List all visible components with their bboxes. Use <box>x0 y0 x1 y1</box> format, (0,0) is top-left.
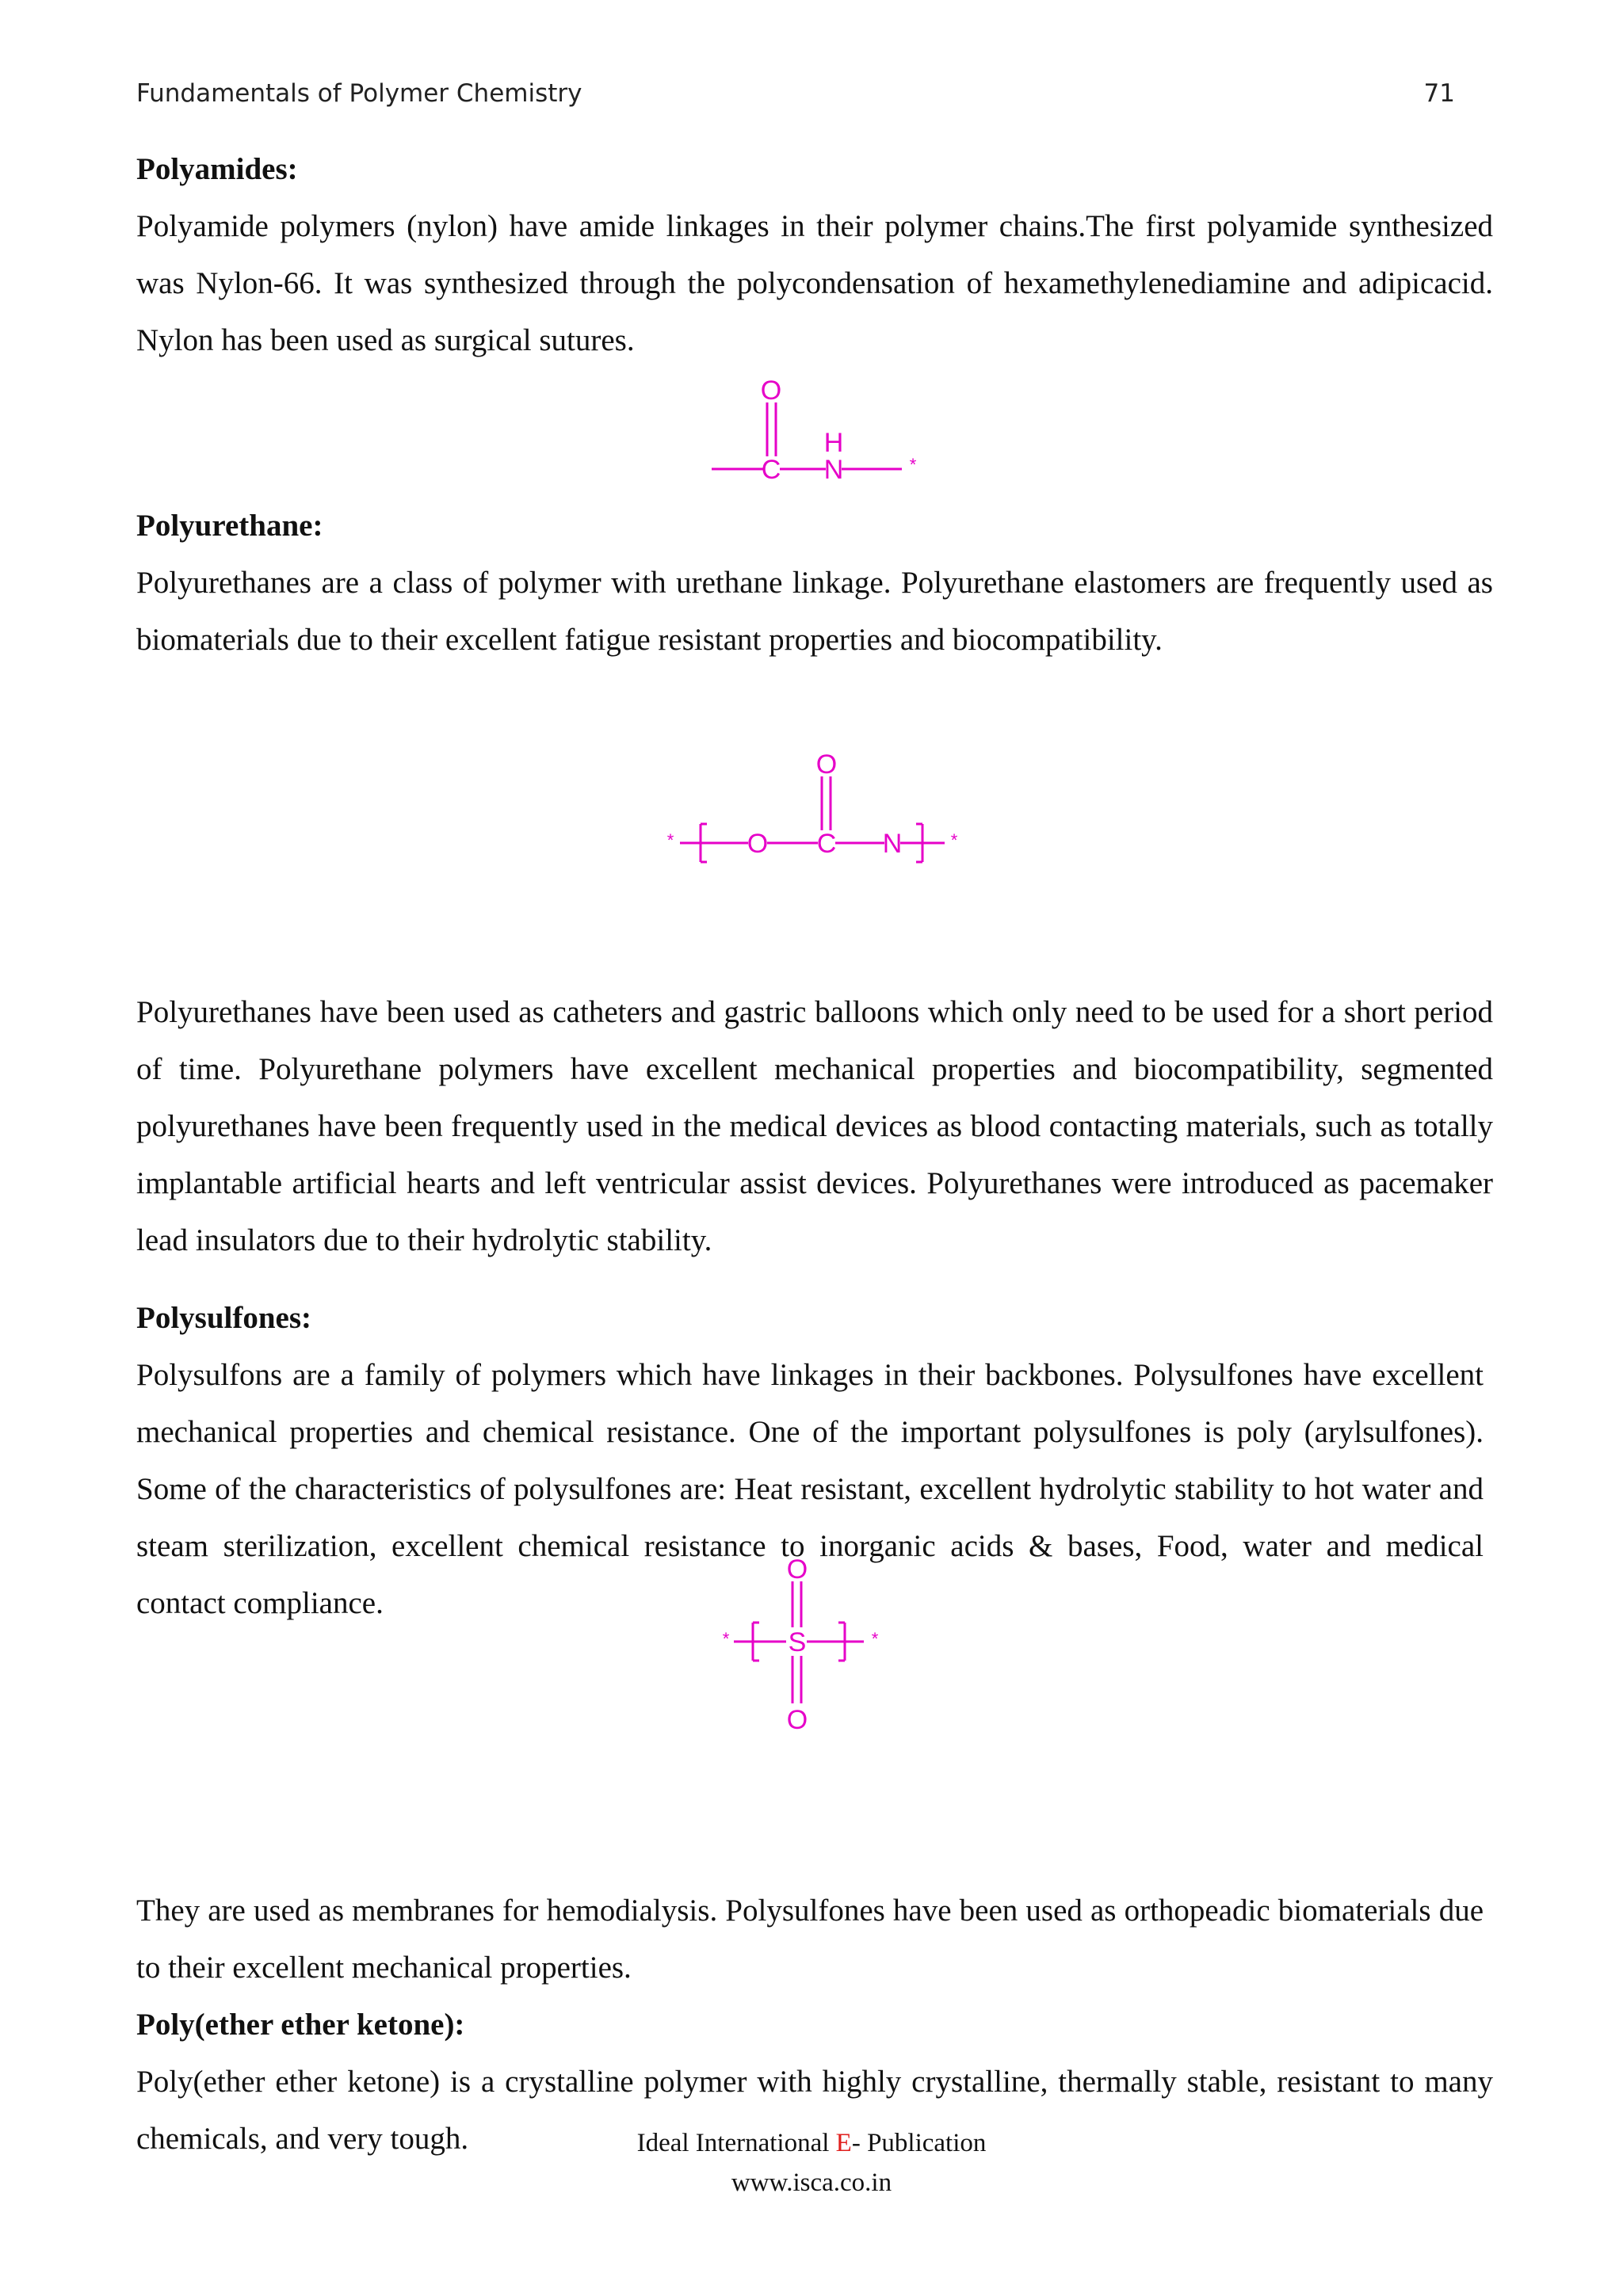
sulfone-linkage-structure <box>713 1553 903 1739</box>
section-heading: Polyamides: <box>136 152 298 186</box>
urethane-carbon-label: C <box>816 829 837 859</box>
publisher-suffix: - Publication <box>851 2129 987 2157</box>
publisher-line <box>0 2123 1623 2163</box>
section-heading: Polysulfones: <box>136 1301 312 1335</box>
sulfone-top-oxygen-label: O <box>786 1554 808 1585</box>
amide-oxygen-label: O <box>760 376 782 406</box>
urethane-nitrogen-label: N <box>882 829 903 859</box>
running-header <box>136 79 1455 119</box>
urethane-left-end-label: * <box>666 830 674 850</box>
section-paragraph: They are used as membranes for hemodialysis. Polysulfones have been used as orthopeadic biomaterials due to their excellent mechanical properties. <box>136 1894 1484 1985</box>
sulfone-left-end-label: * <box>722 1629 730 1649</box>
amide-end-label: * <box>909 455 917 475</box>
section-paragraph: Polyurethanes have been used as catheters and gastric balloons which only need to be used for a short period of time. Polyurethane polymers have excellent mechanical properties and biocompatibility, segmented polyurethanes have been frequently used in the medical devices as blood contacting materials, such as totally implantable artificial hearts and left ventricular assist devices. Polyurethanes were introduced as pacemaker lead insulators due to their hydrolytic stability. <box>136 995 1493 1257</box>
section-heading: Polyurethane: <box>136 509 323 543</box>
sulfone-structure-svg <box>713 1553 903 1735</box>
urethane-carbonyl-oxygen-label: O <box>815 749 838 780</box>
amide-structure-svg <box>697 372 951 491</box>
amide-hydrogen-label: H <box>823 428 844 458</box>
sulfone-bottom-oxygen-label: O <box>786 1705 808 1735</box>
sulfone-right-end-label: * <box>871 1629 879 1649</box>
urethane-chain-oxygen-label: O <box>747 829 769 859</box>
publisher-e-letter: E <box>835 2129 852 2157</box>
section-paragraph: Polysulfons are a family of polymers which have linkages in their backbones. Polysulfones have excellent mechanical properties and chemical resistance. One of the important polysulfones is poly (arylsulfones). Some of the characteristics of polysulfones are: Heat resistant, excellent hydrolytic stability to hot water and steam sterilization, excellent chemical resistance to inorganic acids & bases, Food, water and medical contact compliance. <box>136 1358 1484 1620</box>
section-paragraph: Polyurethanes are a class of polymer with urethane linkage. Polyurethane elastomers are frequently used as biomaterials due to their excellent fatigue resistant properties and biocompatibility. <box>136 566 1493 657</box>
urethane-structure-svg <box>663 749 980 868</box>
page-footer <box>0 2123 1623 2203</box>
section-heading: Poly(ether ether ketone): <box>136 2008 465 2042</box>
section-paragraph: Poly(ether ether ketone) is a crystalline polymer with highly crystalline, thermally stable, resistant to many chemicals, and very tough. <box>136 2065 1493 2156</box>
amide-linkage-structure <box>697 372 951 495</box>
section-paragraph: Polyamide polymers (nylon) have amide linkages in their polymer chains.The first polyamide synthesized was Nylon-66. It was synthesized through the polycondensation of hexamethylenediamine and adipicacid. Nylon has been used as surgical sutures. <box>136 209 1493 357</box>
section-polyurethane <box>136 498 1493 669</box>
sulfone-sulfur-label: S <box>788 1627 807 1657</box>
page-number: 71 <box>1423 79 1455 108</box>
amide-carbon-label: C <box>761 455 781 485</box>
urethane-linkage-structure <box>663 749 980 872</box>
publisher-website: www.isca.co.in <box>731 2168 892 2197</box>
section-polyamides <box>136 141 1493 369</box>
urethane-right-end-label: * <box>950 830 958 850</box>
book-title: Fundamentals of Polymer Chemistry <box>136 79 582 108</box>
publisher-prefix: Ideal International <box>636 2129 836 2157</box>
section-polyurethane-continued <box>136 984 1493 1269</box>
section-polysulfones-continued <box>136 1882 1484 1997</box>
amide-nitrogen-label: N <box>823 455 844 485</box>
